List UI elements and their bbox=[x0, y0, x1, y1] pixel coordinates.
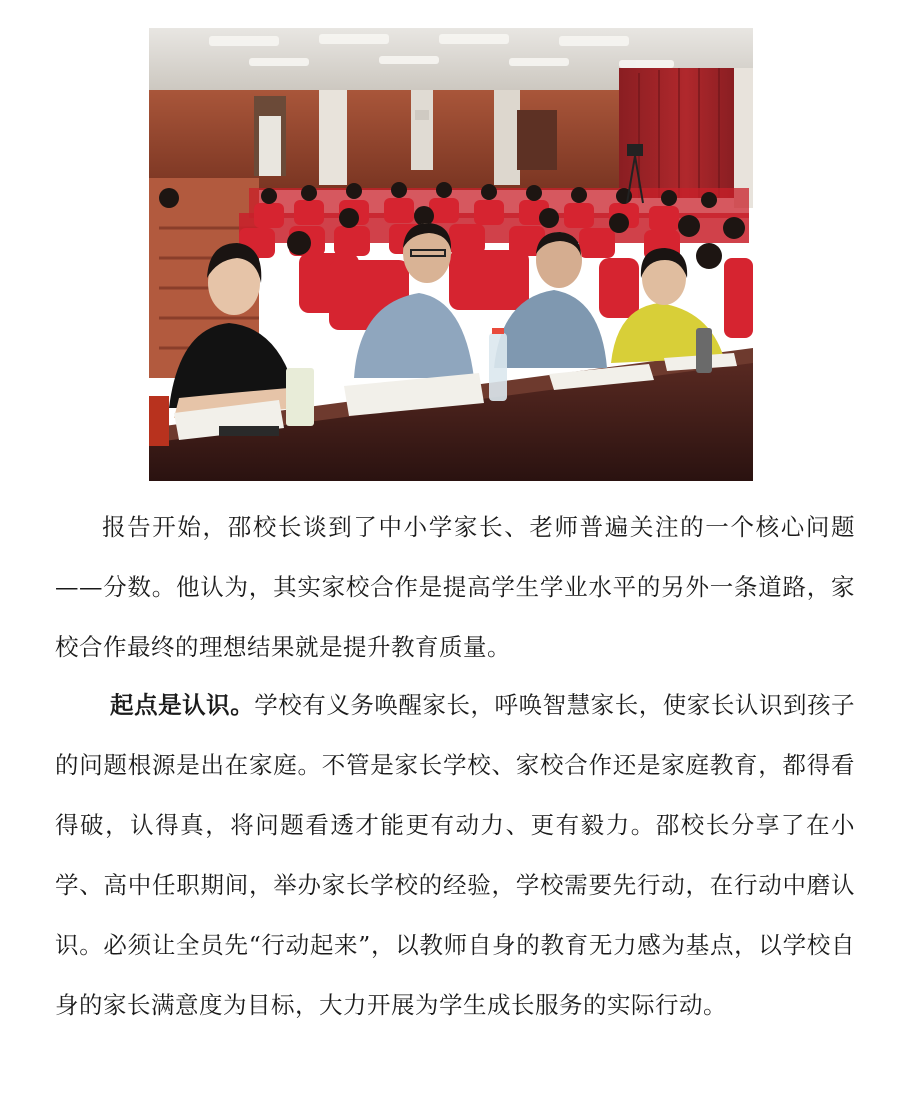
water-bottle bbox=[489, 333, 507, 401]
lecture-hall-photo bbox=[149, 28, 753, 481]
thermos bbox=[696, 328, 712, 373]
paragraph-1: 报告开始，邵校长谈到了中小学家长、老师普遍关注的一个核心问题——分数。他认为，其实家校合作是提高学生学业水平的另外一条道路，家校合作最终的理想结果就是提升教育质量。 bbox=[55, 513, 855, 661]
paragraph-2 bbox=[55, 675, 855, 1035]
paragraph-2-body: 学校有义务唤醒家长，呼唤智慧家长，使家长认识到孩子的问题根源是出在家庭。不管是家长学校、家校合作还是家庭教育，都得看得破，认得真，将问题看透才能更有动力、更有毅力。邵校长分享了在小学、高中任职期间，举办家长学校的经验，学校需要先行动，在行动中磨认识。必须让全员先“行动起来”，以教师自身的教育无力感为基点，以学校自身的家长满意度为目标，大力开展为学生成长服务的实际行动。 bbox=[55, 691, 856, 1019]
paper-cup bbox=[286, 368, 314, 426]
paragraph-2-lead: 起点是认识。 bbox=[110, 691, 255, 719]
